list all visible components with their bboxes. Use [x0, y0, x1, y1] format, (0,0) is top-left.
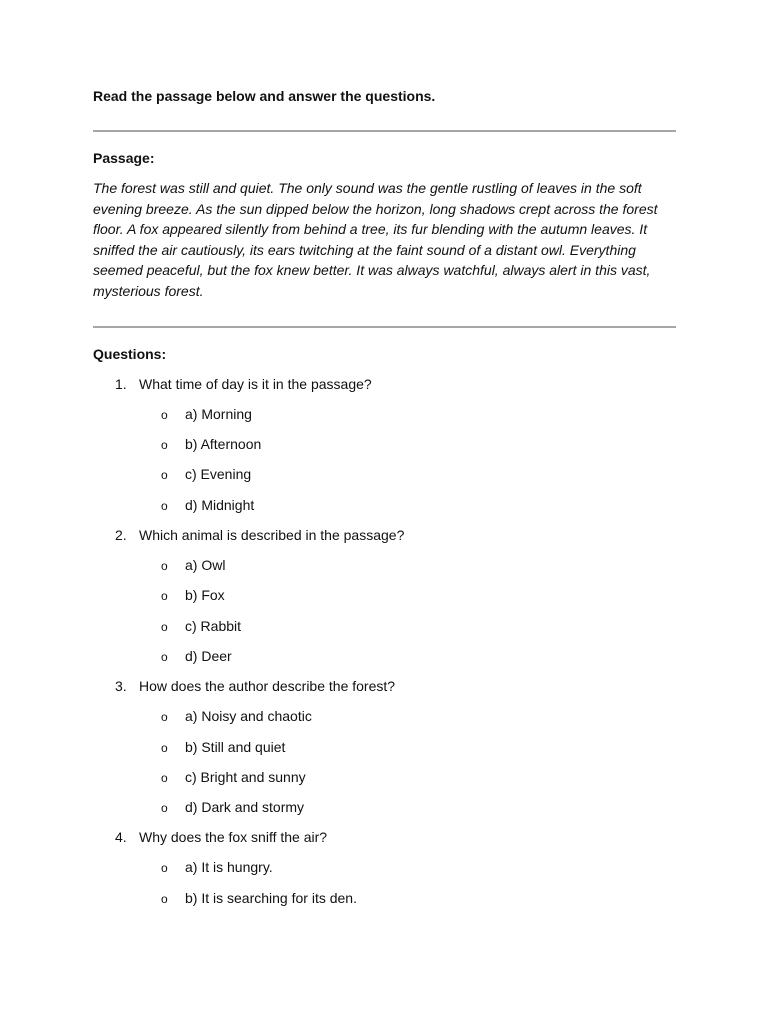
option-bullet: o [161, 498, 168, 513]
option-text: a) Morning [185, 405, 252, 422]
option-text: c) Evening [185, 466, 252, 483]
option-text: b) Fox [185, 587, 225, 604]
option-text: c) Bright and sunny [185, 768, 306, 785]
divider [93, 326, 676, 328]
option-bullet: o [161, 801, 168, 816]
option-text: a) Noisy and chaotic [185, 708, 312, 725]
option-text: d) Deer [185, 647, 232, 664]
question-line [93, 525, 676, 545]
option-text: b) Still and quiet [185, 738, 286, 755]
option [93, 737, 676, 757]
question-number: 4. [115, 829, 127, 846]
option [93, 857, 676, 877]
question-number: 3. [115, 677, 127, 694]
question-list [93, 374, 676, 908]
instructions: Read the passage below and answer the questions. [93, 88, 436, 104]
option-text: b) It is searching for its den. [185, 889, 357, 906]
option-bullet: o [161, 861, 168, 876]
passage-heading: Passage: [93, 150, 155, 166]
option [93, 585, 676, 605]
option-bullet: o [161, 407, 168, 422]
question-text: How does the author describe the forest? [139, 677, 396, 694]
option [93, 464, 676, 484]
option [93, 404, 676, 424]
question-text: What time of day is it in the passage? [139, 375, 372, 392]
question-text: Which animal is described in the passage? [139, 526, 405, 543]
option-list [93, 404, 676, 515]
option-bullet: o [161, 649, 168, 664]
question-2 [93, 525, 676, 666]
question-3 [93, 676, 676, 817]
option [93, 616, 676, 636]
option [93, 434, 676, 454]
divider [93, 130, 676, 132]
option [93, 797, 676, 817]
option-list [93, 706, 676, 817]
option-text: d) Dark and stormy [185, 799, 305, 816]
passage-text: The forest was still and quiet. The only sound was the gentle rustling of leaves in the soft evening breeze. As the sun dipped below the horizon, long shadows crept across the forest floor. A fox appeared silently from behind a tree, its fur blending with the autumn leaves. It sniffed the air cautiously, its ears twitching at the faint sound of a distant owl. Everything seemed peaceful, but the fox knew better. It was always watchful, always alert in this vast, mysterious forest. [93, 180, 658, 299]
option [93, 555, 676, 575]
option-list [93, 857, 676, 907]
question-text: Why does the fox sniff the air? [139, 829, 328, 846]
option-text: a) It is hungry. [185, 859, 273, 876]
option [93, 706, 676, 726]
option-bullet: o [161, 770, 168, 785]
question-line [93, 827, 676, 847]
option-text: d) Midnight [185, 496, 255, 513]
option-bullet: o [161, 619, 168, 634]
option-text: b) Afternoon [185, 436, 262, 453]
question-4 [93, 827, 676, 908]
question-number: 1. [115, 375, 127, 392]
option-bullet: o [161, 589, 168, 604]
option-bullet: o [161, 559, 168, 574]
question-line [93, 676, 676, 696]
option-bullet: o [161, 740, 168, 755]
option [93, 495, 676, 515]
questions-heading: Questions: [93, 345, 167, 362]
worksheet-page [93, 86, 676, 908]
question-1 [93, 374, 676, 515]
question-line [93, 374, 676, 394]
option-bullet: o [161, 468, 168, 483]
option [93, 646, 676, 666]
question-number: 2. [115, 526, 127, 543]
option-list [93, 555, 676, 666]
option [93, 767, 676, 787]
option-text: a) Owl [185, 557, 226, 574]
option-bullet: o [161, 710, 168, 725]
option [93, 888, 676, 908]
option-bullet: o [161, 438, 168, 453]
option-text: c) Rabbit [185, 617, 242, 634]
option-bullet: o [161, 891, 168, 906]
